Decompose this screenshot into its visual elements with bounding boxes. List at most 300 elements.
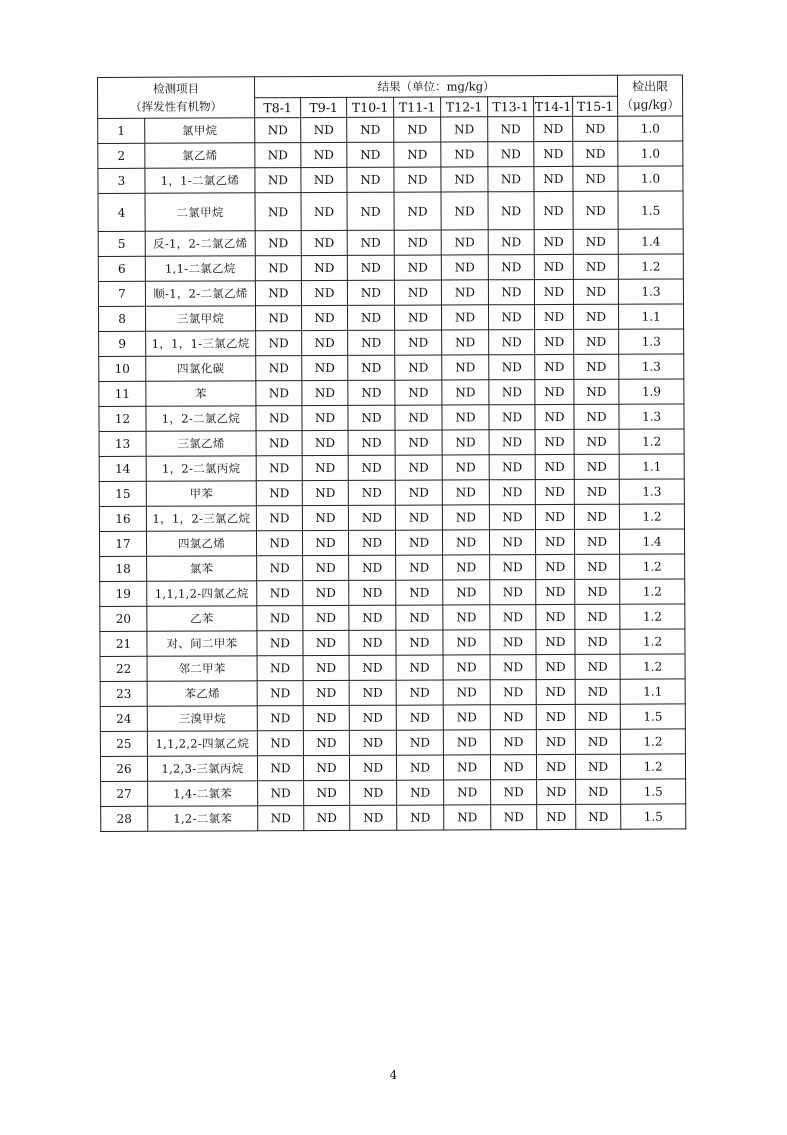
row-number: 11 xyxy=(99,381,146,406)
result-value: ND xyxy=(575,754,620,779)
result-value: ND xyxy=(488,117,534,142)
table-row xyxy=(99,529,684,557)
detection-limit: 1.0 xyxy=(618,166,683,191)
result-value: ND xyxy=(347,280,394,305)
row-number: 24 xyxy=(100,706,147,731)
result-value: ND xyxy=(303,755,349,780)
compound-name: 1，1，1-三氯乙烷 xyxy=(146,331,256,356)
compound-name: 四氯化碳 xyxy=(146,356,256,381)
limit-header xyxy=(618,75,683,116)
result-value: ND xyxy=(575,629,620,654)
compound-name: 1,4-二氯苯 xyxy=(148,781,258,806)
result-value: ND xyxy=(535,329,574,354)
detection-limit: 1.2 xyxy=(618,254,683,279)
result-value: ND xyxy=(303,655,349,680)
result-value: ND xyxy=(349,555,396,580)
result-value: ND xyxy=(574,354,619,379)
table-row xyxy=(99,379,684,407)
result-value: ND xyxy=(395,330,442,355)
table-row xyxy=(100,754,685,782)
result-value: ND xyxy=(535,479,574,504)
result-value: ND xyxy=(442,330,489,355)
result-value: ND xyxy=(395,355,442,380)
detection-limit: 1.2 xyxy=(620,629,685,654)
compound-name: 顺-1，2-二氯乙烯 xyxy=(145,281,255,306)
result-value: ND xyxy=(301,142,347,167)
table-row xyxy=(98,254,683,282)
result-value: ND xyxy=(396,705,443,730)
result-value: ND xyxy=(303,555,349,580)
result-value: ND xyxy=(301,255,347,280)
detection-limit: 1.9 xyxy=(619,379,684,404)
item-header-line1: 检测项目 xyxy=(153,81,200,96)
table-row xyxy=(100,604,685,632)
result-value: ND xyxy=(491,805,537,830)
sample-header: T10-1 xyxy=(347,97,394,117)
result-value: ND xyxy=(255,256,301,281)
result-value: ND xyxy=(534,229,573,254)
row-number: 17 xyxy=(99,531,146,556)
result-value: ND xyxy=(347,255,394,280)
detection-limit: 1.2 xyxy=(620,729,685,754)
result-value: ND xyxy=(442,480,489,505)
detection-limit: 1.2 xyxy=(620,554,685,579)
result-value: ND xyxy=(488,167,534,192)
result-value: ND xyxy=(441,255,488,280)
result-value: ND xyxy=(301,192,347,230)
result-value: ND xyxy=(397,780,444,805)
result-value: ND xyxy=(443,580,490,605)
result-value: ND xyxy=(488,230,534,255)
table-row xyxy=(100,579,685,607)
result-value: ND xyxy=(256,356,302,381)
result-value: ND xyxy=(490,580,536,605)
header-row-1 xyxy=(98,75,683,99)
result-value: ND xyxy=(536,704,575,729)
result-value: ND xyxy=(490,755,536,780)
result-value: ND xyxy=(536,729,575,754)
compound-name: 1,1,1,2-四氯乙烷 xyxy=(147,581,257,606)
sample-header: T9-1 xyxy=(301,97,347,117)
result-value: ND xyxy=(301,280,347,305)
result-value: ND xyxy=(576,779,621,804)
result-value: ND xyxy=(347,142,394,167)
result-value: ND xyxy=(304,780,350,805)
result-value: ND xyxy=(348,405,395,430)
result-value: ND xyxy=(347,167,394,192)
result-value: ND xyxy=(257,656,303,681)
row-number: 1 xyxy=(98,118,145,143)
result-value: ND xyxy=(302,455,348,480)
limit-header-line2: （μg/kg） xyxy=(620,97,680,112)
result-value: ND xyxy=(394,230,441,255)
result-value: ND xyxy=(394,117,441,142)
result-value: ND xyxy=(441,230,488,255)
result-value: ND xyxy=(257,631,303,656)
result-value: ND xyxy=(534,279,573,304)
result-value: ND xyxy=(536,579,575,604)
result-value: ND xyxy=(490,630,536,655)
result-value: ND xyxy=(574,429,619,454)
page-number: 4 xyxy=(389,1068,398,1082)
item-header-line2: （挥发性有机物） xyxy=(130,99,223,114)
row-number: 2 xyxy=(98,143,145,168)
detection-limit: 1.3 xyxy=(618,279,683,304)
result-value: ND xyxy=(303,580,349,605)
result-value: ND xyxy=(349,680,396,705)
row-number: 15 xyxy=(99,481,146,506)
result-value: ND xyxy=(488,142,534,167)
result-value: ND xyxy=(349,630,396,655)
detection-limit: 1.0 xyxy=(618,116,683,141)
compound-name: 苯乙烯 xyxy=(147,681,257,706)
compound-name: 氯甲烷 xyxy=(145,118,255,143)
result-value: ND xyxy=(535,354,574,379)
compound-name: 1,1-二氯乙烷 xyxy=(145,256,255,281)
result-value: ND xyxy=(395,380,442,405)
result-value: ND xyxy=(394,192,441,230)
result-value: ND xyxy=(257,706,303,731)
row-number: 25 xyxy=(100,731,147,756)
result-value: ND xyxy=(396,605,443,630)
result-value: ND xyxy=(442,455,489,480)
result-value: ND xyxy=(301,167,347,192)
result-value: ND xyxy=(395,405,442,430)
result-value: ND xyxy=(574,529,619,554)
row-number: 16 xyxy=(99,506,146,531)
result-value: ND xyxy=(443,630,490,655)
result-value: ND xyxy=(488,255,534,280)
compound-name: 对、间二甲苯 xyxy=(147,631,257,656)
table-row xyxy=(99,429,684,457)
result-value: ND xyxy=(573,304,618,329)
result-value: ND xyxy=(490,680,536,705)
result-value: ND xyxy=(257,756,303,781)
result-value: ND xyxy=(573,279,618,304)
result-value: ND xyxy=(443,680,490,705)
result-value: ND xyxy=(349,580,396,605)
table-row xyxy=(100,729,685,757)
table-row xyxy=(101,779,686,807)
result-value: ND xyxy=(348,355,395,380)
result-value: ND xyxy=(443,705,490,730)
result-value: ND xyxy=(394,280,441,305)
detection-limit: 1.2 xyxy=(621,754,686,779)
compound-name: 苯 xyxy=(146,381,256,406)
result-value: ND xyxy=(256,506,302,531)
sample-header: T13-1 xyxy=(488,97,534,117)
detection-limit: 1.1 xyxy=(619,304,684,329)
result-value: ND xyxy=(302,430,348,455)
result-value: ND xyxy=(395,480,442,505)
compound-name: 三氯乙烯 xyxy=(146,431,256,456)
detection-limit: 1.2 xyxy=(619,504,684,529)
result-value: ND xyxy=(257,606,303,631)
result-value: ND xyxy=(489,380,535,405)
result-value: ND xyxy=(442,405,489,430)
result-value: ND xyxy=(348,455,395,480)
result-value: ND xyxy=(574,404,619,429)
result-value: ND xyxy=(490,730,536,755)
result-value: ND xyxy=(349,730,396,755)
result-value: ND xyxy=(488,192,534,230)
result-value: ND xyxy=(255,231,301,256)
detection-limit: 1.3 xyxy=(619,329,684,354)
result-value: ND xyxy=(575,604,620,629)
result-value: ND xyxy=(575,679,620,704)
result-value: ND xyxy=(257,581,303,606)
table-row xyxy=(98,141,683,169)
result-value: ND xyxy=(536,754,575,779)
row-number: 10 xyxy=(99,356,146,381)
compound-name: 氯苯 xyxy=(147,556,257,581)
result-value: ND xyxy=(301,117,347,142)
result-value: ND xyxy=(256,331,302,356)
result-value: ND xyxy=(573,116,618,141)
table-row xyxy=(100,554,685,582)
result-value: ND xyxy=(395,455,442,480)
result-value: ND xyxy=(348,330,395,355)
result-value: ND xyxy=(396,755,443,780)
result-value: ND xyxy=(442,530,489,555)
compound-name: 1,2,3-三氯丙烷 xyxy=(147,756,257,781)
detection-limit: 1.3 xyxy=(619,404,684,429)
result-value: ND xyxy=(441,280,488,305)
result-value: ND xyxy=(573,191,618,229)
result-value: ND xyxy=(396,730,443,755)
result-value: ND xyxy=(349,755,396,780)
row-number: 6 xyxy=(98,256,145,281)
compound-name: 1，2-二氯乙烷 xyxy=(146,406,256,431)
result-value: ND xyxy=(257,556,303,581)
compound-name: 反-1，2-二氯乙烯 xyxy=(145,231,255,256)
table-row xyxy=(101,804,686,832)
result-value: ND xyxy=(537,804,576,829)
result-value: ND xyxy=(488,305,534,330)
result-value: ND xyxy=(489,455,535,480)
table-row xyxy=(98,279,683,307)
result-value: ND xyxy=(575,729,620,754)
result-value: ND xyxy=(347,230,394,255)
row-number: 21 xyxy=(100,631,147,656)
result-value: ND xyxy=(302,405,348,430)
result-value: ND xyxy=(255,193,301,231)
compound-name: 氯乙烯 xyxy=(145,143,255,168)
result-value: ND xyxy=(575,579,620,604)
result-value: ND xyxy=(573,141,618,166)
result-value: ND xyxy=(350,805,397,830)
result-value: ND xyxy=(443,605,490,630)
row-number: 19 xyxy=(100,581,147,606)
result-value: ND xyxy=(301,305,347,330)
table-row xyxy=(99,404,684,432)
result-value: ND xyxy=(489,405,535,430)
result-value: ND xyxy=(256,531,302,556)
row-number: 13 xyxy=(99,431,146,456)
result-value: ND xyxy=(574,454,619,479)
detection-limit: 1.2 xyxy=(619,429,684,454)
result-value: ND xyxy=(490,705,536,730)
limit-header-line1: 检出限 xyxy=(632,79,669,94)
result-value: ND xyxy=(489,480,535,505)
result-value: ND xyxy=(349,605,396,630)
row-number: 22 xyxy=(100,656,147,681)
detection-limit: 1.2 xyxy=(620,604,685,629)
compound-name: 1，2-二氯丙烷 xyxy=(146,456,256,481)
compound-name: 1，1，2-三氯乙烷 xyxy=(146,506,256,531)
result-value: ND xyxy=(575,704,620,729)
row-number: 28 xyxy=(101,806,148,831)
result-value: ND xyxy=(535,404,574,429)
result-value: ND xyxy=(302,330,348,355)
result-value: ND xyxy=(573,229,618,254)
result-value: ND xyxy=(536,629,575,654)
result-value: ND xyxy=(396,655,443,680)
result-value: ND xyxy=(397,805,444,830)
row-number: 26 xyxy=(100,756,147,781)
result-value: ND xyxy=(255,118,301,143)
detection-limit: 1.5 xyxy=(621,779,686,804)
results-body xyxy=(98,116,686,832)
result-value: ND xyxy=(347,117,394,142)
compound-name: 邻二甲苯 xyxy=(147,656,257,681)
result-value: ND xyxy=(255,143,301,168)
result-value: ND xyxy=(537,779,576,804)
result-value: ND xyxy=(444,780,491,805)
result-value: ND xyxy=(394,142,441,167)
compound-name: 三溴甲烷 xyxy=(147,706,257,731)
detection-limit: 1.4 xyxy=(620,529,685,554)
row-number: 18 xyxy=(100,556,147,581)
result-value: ND xyxy=(574,329,619,354)
result-value: ND xyxy=(576,804,621,829)
detection-limit: 1.1 xyxy=(620,679,685,704)
result-value: ND xyxy=(574,479,619,504)
detection-limit: 1.0 xyxy=(618,141,683,166)
result-value: ND xyxy=(442,380,489,405)
table-row xyxy=(99,479,684,507)
result-value: ND xyxy=(573,166,618,191)
result-value: ND xyxy=(535,379,574,404)
result-value: ND xyxy=(395,505,442,530)
compound-name: 1，1-二氯乙烯 xyxy=(145,168,255,193)
result-value: ND xyxy=(348,430,395,455)
result-value: ND xyxy=(303,630,349,655)
table-row xyxy=(99,329,684,357)
result-value: ND xyxy=(302,355,348,380)
result-value: ND xyxy=(443,755,490,780)
result-value: ND xyxy=(535,429,574,454)
result-value: ND xyxy=(536,679,575,704)
result-value: ND xyxy=(256,456,302,481)
voc-results-table xyxy=(97,74,686,832)
result-value: ND xyxy=(395,530,442,555)
row-number: 23 xyxy=(100,681,147,706)
result-value: ND xyxy=(301,230,347,255)
result-value: ND xyxy=(347,192,394,230)
result-value: ND xyxy=(348,530,395,555)
result-value: ND xyxy=(441,117,488,142)
result-value: ND xyxy=(489,505,535,530)
row-number: 5 xyxy=(98,231,145,256)
row-number: 12 xyxy=(99,406,146,431)
result-value: ND xyxy=(534,141,573,166)
compound-name: 二氯甲烷 xyxy=(145,193,255,231)
result-value: ND xyxy=(442,505,489,530)
table-row xyxy=(100,629,685,657)
detection-limit: 1.1 xyxy=(619,454,684,479)
table-row xyxy=(99,504,684,532)
result-value: ND xyxy=(303,680,349,705)
sample-header: T15-1 xyxy=(573,96,618,116)
table-row xyxy=(100,704,685,732)
result-value: ND xyxy=(443,730,490,755)
detection-limit: 1.2 xyxy=(620,654,685,679)
table-row xyxy=(98,116,683,144)
result-value: ND xyxy=(256,381,302,406)
result-value: ND xyxy=(536,654,575,679)
sample-header: T12-1 xyxy=(441,97,488,117)
table-row xyxy=(98,229,683,257)
row-number: 4 xyxy=(98,193,145,231)
result-value: ND xyxy=(349,705,396,730)
result-value: ND xyxy=(443,555,490,580)
result-value: ND xyxy=(536,554,575,579)
result-value: ND xyxy=(575,554,620,579)
result-value: ND xyxy=(396,580,443,605)
result-value: ND xyxy=(394,305,441,330)
result-value: ND xyxy=(535,529,574,554)
result-value: ND xyxy=(441,142,488,167)
result-value: ND xyxy=(255,306,301,331)
result-value: ND xyxy=(258,781,304,806)
row-number: 9 xyxy=(99,331,146,356)
compound-name: 三氯甲烷 xyxy=(146,306,256,331)
result-value: ND xyxy=(394,255,441,280)
result-value: ND xyxy=(444,805,491,830)
result-value: ND xyxy=(534,166,573,191)
sample-header: T11-1 xyxy=(394,97,441,117)
row-number: 3 xyxy=(98,168,145,193)
result-value: ND xyxy=(255,168,301,193)
result-value: ND xyxy=(396,680,443,705)
table-row xyxy=(100,654,685,682)
result-value: ND xyxy=(489,330,535,355)
result-value: ND xyxy=(491,780,537,805)
result-value: ND xyxy=(256,406,302,431)
sample-header: T8-1 xyxy=(255,98,301,118)
result-header: 结果（单位：mg/kg） xyxy=(255,75,618,98)
result-value: ND xyxy=(489,430,535,455)
result-value: ND xyxy=(536,604,575,629)
result-value: ND xyxy=(534,191,573,229)
result-value: ND xyxy=(573,254,618,279)
result-value: ND xyxy=(535,504,574,529)
result-value: ND xyxy=(574,379,619,404)
result-value: ND xyxy=(489,530,535,555)
detection-limit: 1.4 xyxy=(618,229,683,254)
result-value: ND xyxy=(302,480,348,505)
detection-limit: 1.5 xyxy=(618,191,683,229)
result-value: ND xyxy=(258,806,304,831)
row-number: 20 xyxy=(100,606,147,631)
result-value: ND xyxy=(256,431,302,456)
compound-name: 1,2-二氯苯 xyxy=(148,806,258,831)
result-value: ND xyxy=(347,305,394,330)
result-value: ND xyxy=(349,655,396,680)
table-row xyxy=(98,191,683,232)
result-value: ND xyxy=(490,605,536,630)
